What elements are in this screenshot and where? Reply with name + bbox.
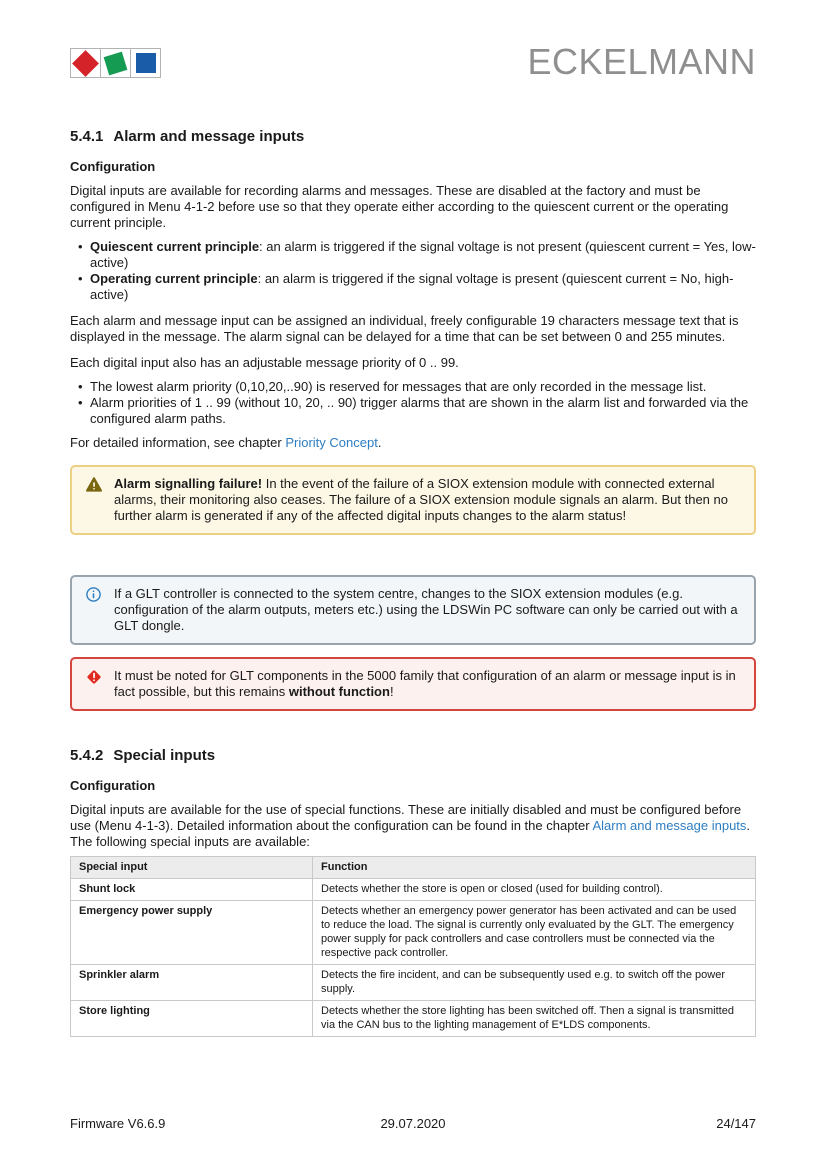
- section-title: Special inputs: [113, 747, 216, 764]
- error-box-bold: without function: [288, 684, 390, 699]
- table-row: [71, 1001, 756, 1037]
- table-row: [71, 901, 756, 965]
- para-special-inputs: [70, 802, 756, 850]
- table-cell-input: Shunt lock: [71, 879, 313, 901]
- para-detail-prefix: For detailed information, see chapter: [70, 435, 286, 450]
- table-cell-function: Detects whether the store lighting has been switched off. Then a signal is transmitted via the CAN bus to the lighting management of E*LDS components.: [313, 1001, 756, 1037]
- bullet-alarm-priorities: • Alarm priorities of 1 .. 99 (without 10, 20, .. 90) trigger alarms that are shown in the alarm list and forwarded via the configured alarm paths.: [70, 395, 756, 427]
- table-row: [71, 965, 756, 1001]
- para-detail-suffix: .: [377, 435, 382, 450]
- table-cell-function: Detects whether the store is open or closed (used for building control).: [313, 879, 756, 901]
- info-box: [70, 575, 756, 645]
- info-box-text: If a GLT controller is connected to the system centre, changes to the SIOX extension modules (e.g. configuration of the alarm outputs, meters etc.) using the LDSWin PC software can only be carried out with a GLT dongle.: [114, 586, 738, 633]
- bullet-bold-lead: Operating current principle: [90, 271, 258, 286]
- page-header: [0, 0, 827, 82]
- para-special-suffix: . The following special inputs are available:: [70, 818, 751, 849]
- bullet-lowest-priority: • The lowest alarm priority (0,10,20,..90) is reserved for messages that are only recorded in the message list.: [70, 379, 756, 395]
- error-box: [70, 657, 756, 711]
- bullet-text: : an alarm is triggered if the signal voltage is not present (quiescent current = Yes, low-active): [90, 239, 756, 270]
- red-diamond-icon: [72, 50, 99, 77]
- footer-firmware-version: Firmware V6.6.9: [70, 1116, 166, 1131]
- table-cell-function: Detects the fire incident, and can be subsequently used e.g. to switch off the power supply.: [313, 965, 756, 1001]
- logo-cell-green: [100, 48, 131, 78]
- table-row: [71, 879, 756, 901]
- bullet-list-principles: [70, 239, 756, 303]
- alarm-message-inputs-link[interactable]: Alarm and message inputs: [592, 818, 747, 833]
- table-cell-input: Store lighting: [71, 1001, 313, 1037]
- bullet-list-priority: [70, 379, 756, 427]
- info-icon: [86, 586, 102, 606]
- table-header-special-input: Special input: [71, 857, 313, 879]
- bullet-bold-lead: Quiescent current principle: [90, 239, 260, 254]
- section-number: 5.4.2: [70, 747, 104, 764]
- footer-page-number: 24/147: [716, 1116, 756, 1131]
- logo-cell-red: [70, 48, 101, 78]
- logo-cell-blue: [130, 48, 161, 78]
- para-message-text: Each alarm and message input can be assigned an individual, freely configurable 19 characters message text that is displayed in the message. The alarm signal can be delayed for a time that can be set between 0 and 255 minutes.: [70, 313, 739, 344]
- page-content: [0, 128, 827, 1037]
- table-cell-input: Emergency power supply: [71, 901, 313, 965]
- para-priority: Each digital input also has an adjustable message priority of 0 .. 99.: [70, 355, 459, 370]
- blue-square-icon: [136, 53, 156, 73]
- error-box-text: [114, 668, 740, 700]
- bullet-operating-current: [70, 271, 756, 303]
- page-footer: [70, 1116, 756, 1131]
- para-intro-541: Digital inputs are available for recording alarms and messages. These are disabled at the factory and must be configured in Menu 4-1-2 before use so that they operate either according to the quiescent current or the operating current principle.: [70, 183, 729, 230]
- priority-concept-link[interactable]: Priority Concept: [285, 435, 378, 450]
- warning-box-title: Alarm signalling failure!: [114, 476, 263, 491]
- error-box-prefix: It must be noted for GLT components in the 5000 family that configuration of an alarm or message input is in fact possible, but this remains: [114, 668, 736, 699]
- table-cell-function: Detects whether an emergency power generator has been activated and can be used to reduce the load. The signal is currently only evaluated by the GLT. The emergency power supply for pack controllers and case controllers must be connected via the respective pack controller.: [313, 901, 756, 965]
- brand-wordmark: ECKELMANN: [527, 41, 756, 82]
- error-box-suffix: !: [389, 684, 394, 699]
- para-special-prefix: Digital inputs are available for the use of special functions. These are initially disabled and must be configured before use (Menu 4-1-3). Detailed information about the configuration can be found in the chapter: [70, 802, 742, 833]
- subheading-configuration-542: Configuration: [70, 778, 156, 793]
- table-cell-input: Sprinkler alarm: [71, 965, 313, 1001]
- section-title: Alarm and message inputs: [113, 128, 305, 145]
- special-inputs-table: [70, 856, 756, 1037]
- company-logo: [70, 48, 161, 78]
- warning-box-body: In the event of the failure of a SIOX extension module with connected external alarms, their monitoring also ceases. The failure of a SIOX extension module signals an alarm. But then no further alarm is generated if any of the affected digital inputs changes to the alarm status!: [114, 476, 728, 523]
- section-heading-541: [70, 128, 756, 146]
- section-heading-542: [70, 747, 756, 765]
- subheading-configuration-541: Configuration: [70, 159, 156, 174]
- section-number: 5.4.1: [70, 128, 104, 145]
- footer-date: 29.07.2020: [380, 1116, 446, 1131]
- bullet-text: : an alarm is triggered if the signal voltage is present (quiescent current = No, high-active): [90, 271, 734, 302]
- error-icon: [86, 668, 102, 689]
- table-header-function: Function: [313, 857, 756, 879]
- bullet-quiescent-current: [70, 239, 756, 271]
- para-detail: [70, 435, 756, 451]
- warning-box: [70, 465, 756, 535]
- warning-icon: [86, 476, 102, 496]
- warning-box-text: [114, 476, 740, 524]
- green-square-icon: [104, 51, 128, 75]
- table-header-row: [71, 857, 756, 879]
